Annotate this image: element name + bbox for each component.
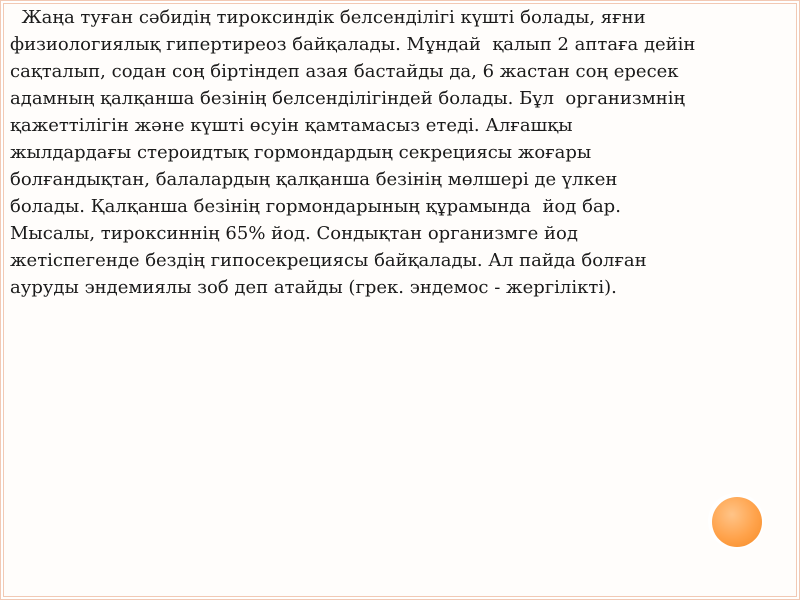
text-line-9: Мысалы, тироксиннің 65% йод. Сондықтан организмге йод	[10, 223, 578, 244]
text-line-2: физиологиялық гипертиреоз байқалады. Мұндай қалып 2 аптаға дейін	[10, 34, 696, 55]
text-line-4: адамның қалқанша безінің белсенділігіндей болады. Бұл организмнің	[10, 88, 686, 109]
text-line-3: сақталып, содан соң біртіндеп азая бастайды да, 6 жастан соң ересек	[10, 61, 679, 82]
body-text	[10, 4, 796, 301]
text-line-1: Жаңа туған сәбидің тироксиндік белсенділігі күшті болады, яғни	[10, 7, 646, 28]
text-line-10: жетіспегенде бездің гипосекрециясы байқалады. Ал пайда болған	[10, 250, 647, 271]
text-line-11: ауруды эндемиялы зоб деп атайды (грек. эндемос - жергілікті).	[10, 277, 617, 298]
text-line-7: болғандықтан, балалардың қалқанша безінің мөлшері де үлкен	[10, 169, 618, 190]
orange-circle-icon	[712, 497, 762, 547]
text-line-8: болады. Қалқанша безінің гормондарының құрамында йод бар.	[10, 196, 621, 217]
text-line-5: қажеттілігін және күшті өсуін қамтамасыз етеді. Алғашқы	[10, 115, 573, 136]
text-line-6: жылдардағы стероидтық гормондардың секрециясы жоғары	[10, 142, 592, 163]
